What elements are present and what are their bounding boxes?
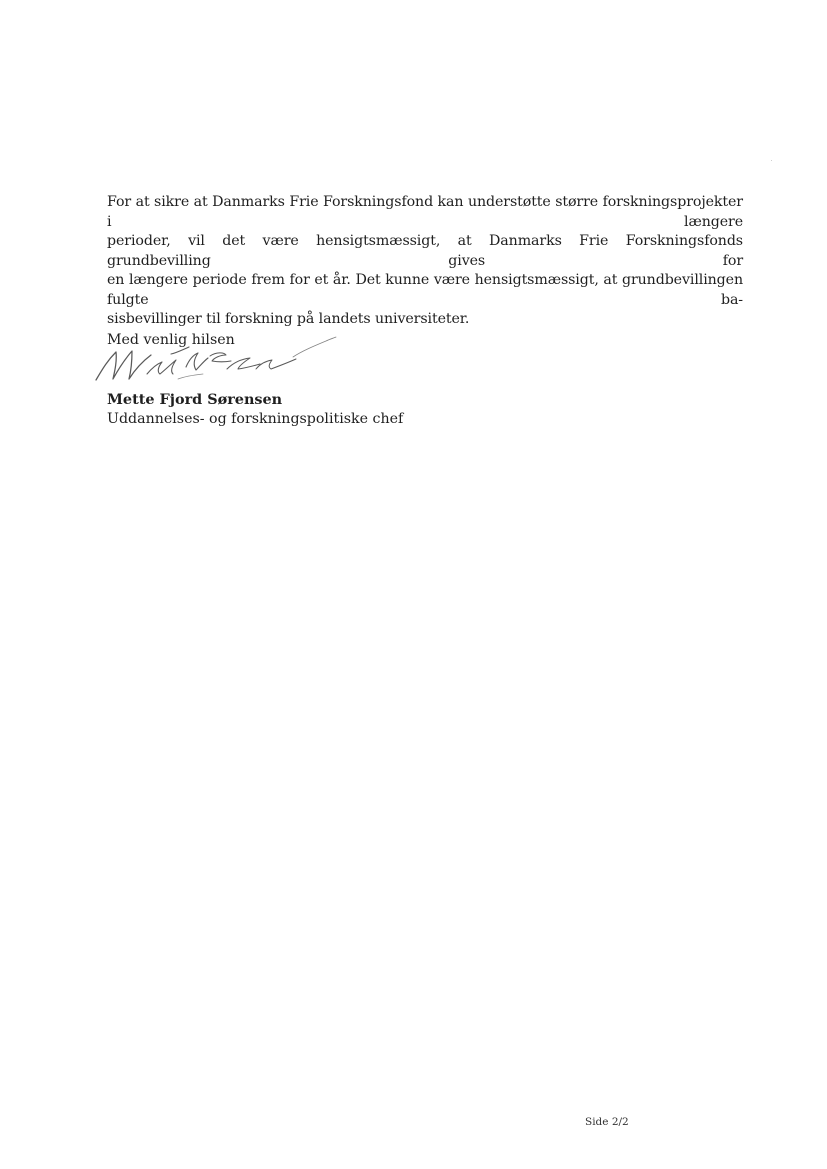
- closing-salutation: Med venlig hilsen: [107, 332, 235, 348]
- paragraph-line-4: sisbevillinger til forskning på landets universiteter.: [107, 311, 470, 327]
- page-number: Side 2/2: [585, 1116, 629, 1128]
- paragraph-line-2: perioder, vil det være hensigtsmæssigt, at Danmarks Frie Forskningsfonds grundbevilling gives for: [107, 233, 743, 269]
- scan-speck: [771, 160, 772, 161]
- paragraph-line-3: en længere periode frem for et år. Det kunne være hensigtsmæssigt, at grundbevillingen fulgte ba-: [107, 272, 743, 308]
- paragraph-line-1: For at sikre at Danmarks Frie Forskningsfond kan understøtte større forskningsprojekter i længere: [107, 194, 743, 230]
- body-paragraph: [107, 193, 743, 330]
- signer-name: Mette Fjord Sørensen: [107, 391, 283, 408]
- handwritten-signature: [88, 330, 343, 392]
- signer-title: Uddannelses- og forskningspolitiske chef: [107, 411, 404, 427]
